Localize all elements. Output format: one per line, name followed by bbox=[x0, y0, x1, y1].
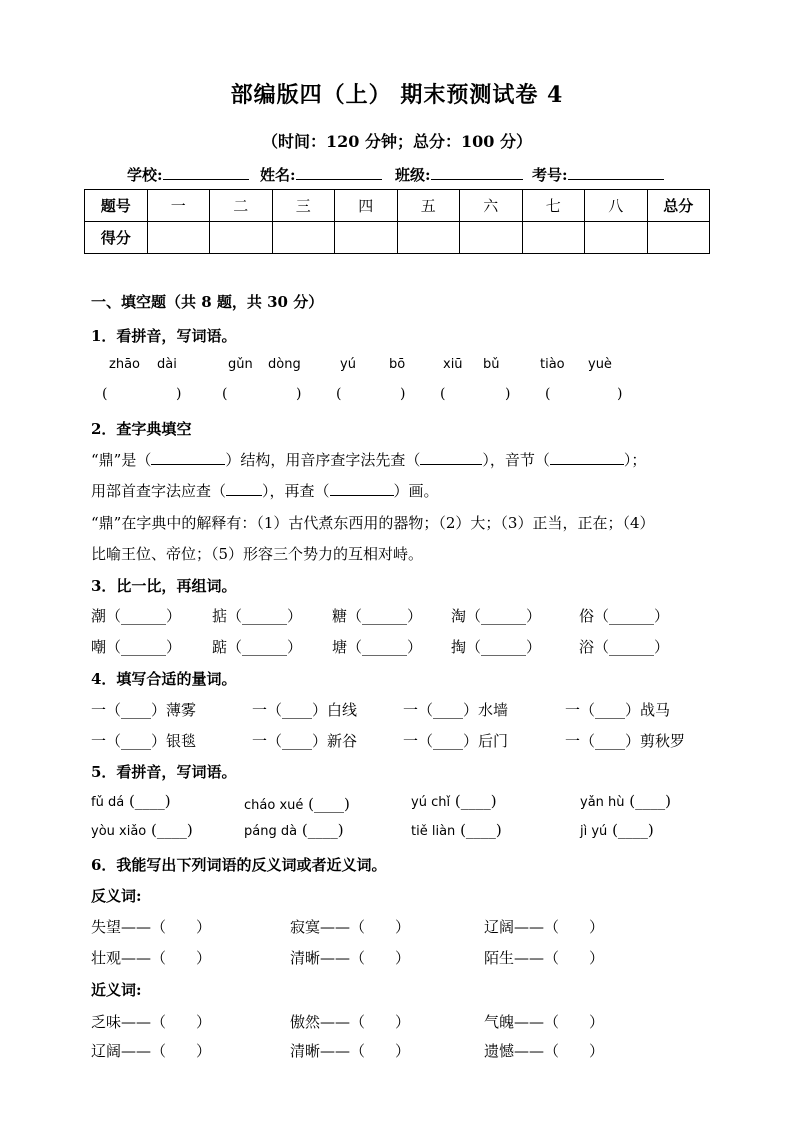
q6-answer[interactable]: ——（ ） bbox=[320, 949, 411, 967]
q3-blank[interactable]: （______） bbox=[227, 607, 303, 625]
score-table-header-row bbox=[85, 190, 710, 222]
score-header-cell: 六 bbox=[460, 190, 523, 222]
q3-blank[interactable]: （______） bbox=[227, 638, 303, 656]
q6-answer[interactable]: ——（ ） bbox=[514, 949, 605, 967]
q4-blank[interactable]: 一（____） bbox=[403, 701, 479, 719]
q3-blank[interactable]: （______） bbox=[594, 638, 670, 656]
q6-answer[interactable]: ——（ ） bbox=[514, 1013, 605, 1031]
q5-item bbox=[244, 795, 350, 813]
q5-pinyin: páng dà bbox=[244, 824, 298, 839]
q3-title: 3．比一比，再组词。 bbox=[91, 577, 237, 595]
q2-text: ），再查（ bbox=[262, 482, 330, 500]
q3-char: 俗 bbox=[579, 607, 595, 625]
q3-blank[interactable]: （______） bbox=[347, 607, 423, 625]
q6-item bbox=[290, 1011, 410, 1032]
q1-answer-paren[interactable]: ) bbox=[176, 386, 182, 402]
score-header-cell: 七 bbox=[522, 190, 585, 222]
q3-blank[interactable]: （______） bbox=[466, 638, 542, 656]
exam-no-blank[interactable] bbox=[568, 164, 664, 180]
class-blank[interactable] bbox=[431, 164, 523, 180]
q1-answer-paren[interactable]: ( bbox=[102, 386, 108, 402]
q4-blank[interactable]: 一（____） bbox=[252, 701, 328, 719]
score-cell[interactable] bbox=[147, 222, 210, 254]
q5-pinyin: yǎn hù bbox=[580, 795, 625, 810]
q4-noun: 薄雾 bbox=[166, 701, 197, 719]
q1-pinyin: bǔ bbox=[483, 357, 500, 372]
q3-char: 掂 bbox=[212, 607, 228, 625]
score-cell[interactable] bbox=[460, 222, 523, 254]
q2-text: ）结构，用音序查字法先查（ bbox=[225, 451, 421, 469]
q6-item bbox=[91, 1011, 211, 1032]
q3-char: 踮 bbox=[212, 638, 228, 656]
q2-text: ）画。 bbox=[393, 482, 439, 500]
q1-answer-paren[interactable]: ( bbox=[336, 386, 342, 402]
q1-answer-paren[interactable]: ) bbox=[400, 386, 406, 402]
q4-item bbox=[403, 699, 508, 720]
q1-answer-paren[interactable]: ( bbox=[222, 386, 228, 402]
q5-item bbox=[580, 792, 671, 810]
q3-item bbox=[332, 636, 422, 657]
q4-blank[interactable]: 一（____） bbox=[91, 732, 167, 750]
q4-item bbox=[91, 730, 196, 751]
q4-title: 4．填写合适的量词。 bbox=[91, 670, 237, 688]
q6-answer[interactable]: ——（ ） bbox=[320, 918, 411, 936]
q6-word: 遗憾 bbox=[484, 1042, 515, 1060]
q3-char: 掏 bbox=[451, 638, 467, 656]
score-table-score-row bbox=[85, 222, 710, 254]
score-cell[interactable] bbox=[335, 222, 398, 254]
q5-blank[interactable]: (____) bbox=[308, 795, 350, 813]
q3-item bbox=[579, 636, 669, 657]
q6-word: 失望 bbox=[91, 918, 122, 936]
score-cell[interactable] bbox=[647, 222, 710, 254]
q1-answer-paren[interactable]: ( bbox=[545, 386, 551, 402]
q6-item bbox=[290, 1040, 410, 1061]
q5-blank[interactable]: (____) bbox=[454, 792, 497, 810]
q2-title: 2．查字典填空 bbox=[91, 420, 192, 438]
q6-word: 辽阔 bbox=[484, 918, 515, 936]
q6-item bbox=[91, 947, 211, 968]
q1-pinyin: dòng bbox=[268, 357, 301, 372]
page-subtitle: （时间：120 分钟；总分：100 分） bbox=[262, 132, 532, 151]
q3-blank[interactable]: （______） bbox=[594, 607, 670, 625]
q6-answer[interactable]: ——（ ） bbox=[514, 1042, 605, 1060]
q6-answer[interactable]: ——（ ） bbox=[121, 949, 212, 967]
q4-noun: 白线 bbox=[327, 701, 358, 719]
q5-item bbox=[91, 792, 171, 810]
score-header-cell: 三 bbox=[272, 190, 335, 222]
school-blank[interactable] bbox=[163, 164, 249, 180]
q6-word: 清晰 bbox=[290, 949, 321, 967]
score-header-cell: 八 bbox=[585, 190, 648, 222]
score-cell[interactable] bbox=[522, 222, 585, 254]
q4-blank[interactable]: 一（____） bbox=[565, 732, 641, 750]
q6-word: 清晰 bbox=[290, 1042, 321, 1060]
q6-answer[interactable]: ——（ ） bbox=[514, 918, 605, 936]
q1-pinyin: xiū bbox=[443, 357, 463, 372]
q6-title: 6．我能写出下列词语的反义词或者近义词。 bbox=[91, 856, 387, 874]
q1-answer-paren[interactable]: ( bbox=[440, 386, 446, 402]
name-label: 姓名: bbox=[260, 166, 296, 184]
q4-blank[interactable]: 一（____） bbox=[91, 701, 167, 719]
score-cell[interactable] bbox=[272, 222, 335, 254]
q1-pinyin: bō bbox=[389, 357, 406, 372]
school-field bbox=[127, 164, 249, 185]
q2-line-3: “鼎”在字典中的解释有：（1）古代煮东西用的器物；（2）大；（3）正当，正在；（4） bbox=[91, 514, 655, 532]
score-table bbox=[84, 189, 710, 254]
q3-item bbox=[579, 605, 669, 626]
q5-blank[interactable]: (____) bbox=[151, 821, 193, 839]
q4-item bbox=[252, 730, 357, 751]
q3-blank[interactable]: （______） bbox=[466, 607, 542, 625]
q3-item bbox=[451, 605, 541, 626]
q4-noun: 战马 bbox=[640, 701, 671, 719]
q1-pinyin: tiào bbox=[540, 357, 565, 372]
q3-item bbox=[212, 605, 302, 626]
score-cell[interactable] bbox=[397, 222, 460, 254]
q4-item bbox=[565, 730, 685, 751]
q3-char: 淘 bbox=[451, 607, 467, 625]
q4-item bbox=[91, 699, 196, 720]
school-label: 学校: bbox=[127, 166, 163, 184]
q2-structure-blank[interactable] bbox=[151, 449, 225, 465]
q6-word: 气魄 bbox=[484, 1013, 515, 1031]
q2-strokes-blank[interactable] bbox=[330, 480, 394, 496]
q1-pinyin: dài bbox=[157, 357, 177, 372]
q6-answer[interactable]: ——（ ） bbox=[121, 1013, 212, 1031]
q2-line-2 bbox=[91, 480, 439, 501]
q6-item bbox=[484, 1040, 604, 1061]
q3-char: 糖 bbox=[332, 607, 348, 625]
q3-item bbox=[451, 636, 541, 657]
score-header-cell: 题号 bbox=[85, 190, 148, 222]
q2-text: “鼎”是（ bbox=[91, 451, 152, 469]
q4-blank[interactable]: 一（____） bbox=[403, 732, 479, 750]
name-blank[interactable] bbox=[296, 164, 382, 180]
score-header-cell: 总分 bbox=[647, 190, 710, 222]
q4-item bbox=[252, 699, 357, 720]
q6-item bbox=[484, 947, 604, 968]
synonym-label: 近义词: bbox=[91, 981, 142, 999]
q4-item bbox=[565, 699, 670, 720]
q5-blank[interactable]: (____) bbox=[612, 821, 654, 839]
page-title: 部编版四（上） 期末预测试卷 4 bbox=[230, 82, 564, 108]
q1-answer-paren[interactable]: ) bbox=[505, 386, 511, 402]
q5-pinyin: yòu xiǎo bbox=[91, 824, 147, 839]
q2-line-1 bbox=[91, 449, 646, 470]
q6-item bbox=[91, 916, 211, 937]
score-row-label: 得分 bbox=[85, 222, 148, 254]
q6-word: 傲然 bbox=[290, 1013, 321, 1031]
q6-word: 辽阔 bbox=[91, 1042, 122, 1060]
q5-item bbox=[580, 821, 654, 839]
q6-item bbox=[290, 916, 410, 937]
q2-text: ），音节（ bbox=[482, 451, 550, 469]
q1-pinyin: yú bbox=[340, 357, 356, 372]
q3-item bbox=[212, 636, 302, 657]
q2-radical-blank[interactable] bbox=[226, 480, 262, 496]
score-header-cell: 一 bbox=[147, 190, 210, 222]
q3-item bbox=[91, 605, 181, 626]
q3-char: 潮 bbox=[91, 607, 107, 625]
q4-blank[interactable]: 一（____） bbox=[252, 732, 328, 750]
name-field bbox=[260, 164, 382, 185]
q5-item bbox=[244, 821, 344, 839]
q3-blank[interactable]: （______） bbox=[106, 638, 182, 656]
q6-item bbox=[484, 1011, 604, 1032]
q6-answer[interactable]: ——（ ） bbox=[320, 1042, 411, 1060]
q6-answer[interactable]: ——（ ） bbox=[320, 1013, 411, 1031]
q5-item bbox=[91, 821, 193, 839]
q4-noun: 银毯 bbox=[166, 732, 197, 750]
q3-char: 塘 bbox=[332, 638, 348, 656]
q3-blank[interactable]: （______） bbox=[347, 638, 423, 656]
q4-noun: 水墙 bbox=[478, 701, 509, 719]
q6-item bbox=[290, 947, 410, 968]
q4-blank[interactable]: 一（____） bbox=[565, 701, 641, 719]
q3-blank[interactable]: （______） bbox=[106, 607, 182, 625]
score-cell[interactable] bbox=[585, 222, 648, 254]
class-label: 班级: bbox=[395, 166, 431, 184]
q5-title: 5．看拼音，写词语。 bbox=[91, 763, 237, 781]
q6-word: 壮观 bbox=[91, 949, 122, 967]
q5-blank[interactable]: (____) bbox=[128, 792, 171, 810]
q1-answer-paren[interactable]: ) bbox=[617, 386, 623, 402]
q4-noun: 剪秋罗 bbox=[640, 732, 686, 750]
class-field bbox=[395, 164, 523, 185]
q5-item bbox=[411, 821, 502, 839]
q5-blank[interactable]: (____) bbox=[301, 821, 344, 839]
q2-text: ）； bbox=[623, 451, 647, 469]
q6-word: 乏味 bbox=[91, 1013, 122, 1031]
q3-item bbox=[91, 636, 181, 657]
q1-answer-paren[interactable]: ) bbox=[296, 386, 302, 402]
q2-text: 用部首查字法应查（ bbox=[91, 482, 227, 500]
q4-item bbox=[403, 730, 508, 751]
q1-pinyin: yuè bbox=[588, 357, 612, 372]
q3-item bbox=[332, 605, 422, 626]
q6-item bbox=[91, 1040, 211, 1061]
q6-word: 陌生 bbox=[484, 949, 515, 967]
q3-char: 浴 bbox=[579, 638, 595, 656]
section-1-title: 一、填空题（共 8 题，共 30 分） bbox=[91, 293, 324, 311]
q3-char: 嘲 bbox=[91, 638, 107, 656]
q1-title: 1．看拼音，写词语。 bbox=[91, 327, 237, 345]
q5-pinyin: cháo xué bbox=[244, 798, 304, 813]
q5-pinyin: jì yú bbox=[580, 824, 608, 839]
score-header-cell: 二 bbox=[210, 190, 273, 222]
score-header-cell: 五 bbox=[397, 190, 460, 222]
q6-item bbox=[484, 916, 604, 937]
score-header-cell: 四 bbox=[335, 190, 398, 222]
q2-line-4: 比喻王位、帝位；（5）形容三个势力的互相对峙。 bbox=[91, 545, 424, 563]
q5-blank[interactable]: (____) bbox=[460, 821, 502, 839]
antonym-label: 反义词: bbox=[91, 887, 142, 905]
q2-letter-blank[interactable] bbox=[420, 449, 482, 465]
q5-pinyin: fǔ dá bbox=[91, 795, 125, 810]
q1-pinyin: gǔn bbox=[228, 357, 253, 372]
q4-noun: 新谷 bbox=[327, 732, 358, 750]
exam-no-label: 考号: bbox=[532, 166, 568, 184]
q5-pinyin: tiě liàn bbox=[411, 824, 456, 839]
q6-answer[interactable]: ——（ ） bbox=[121, 1042, 212, 1060]
score-cell[interactable] bbox=[210, 222, 273, 254]
q6-answer[interactable]: ——（ ） bbox=[121, 918, 212, 936]
q5-pinyin: yú chǐ bbox=[411, 795, 451, 810]
q4-noun: 后门 bbox=[478, 732, 509, 750]
q1-pinyin: zhāo bbox=[109, 357, 140, 372]
q5-item bbox=[411, 792, 497, 810]
q2-syllable-blank[interactable] bbox=[550, 449, 624, 465]
exam-no-field bbox=[532, 164, 664, 185]
q5-blank[interactable]: (____) bbox=[629, 792, 672, 810]
q6-word: 寂寞 bbox=[290, 918, 321, 936]
